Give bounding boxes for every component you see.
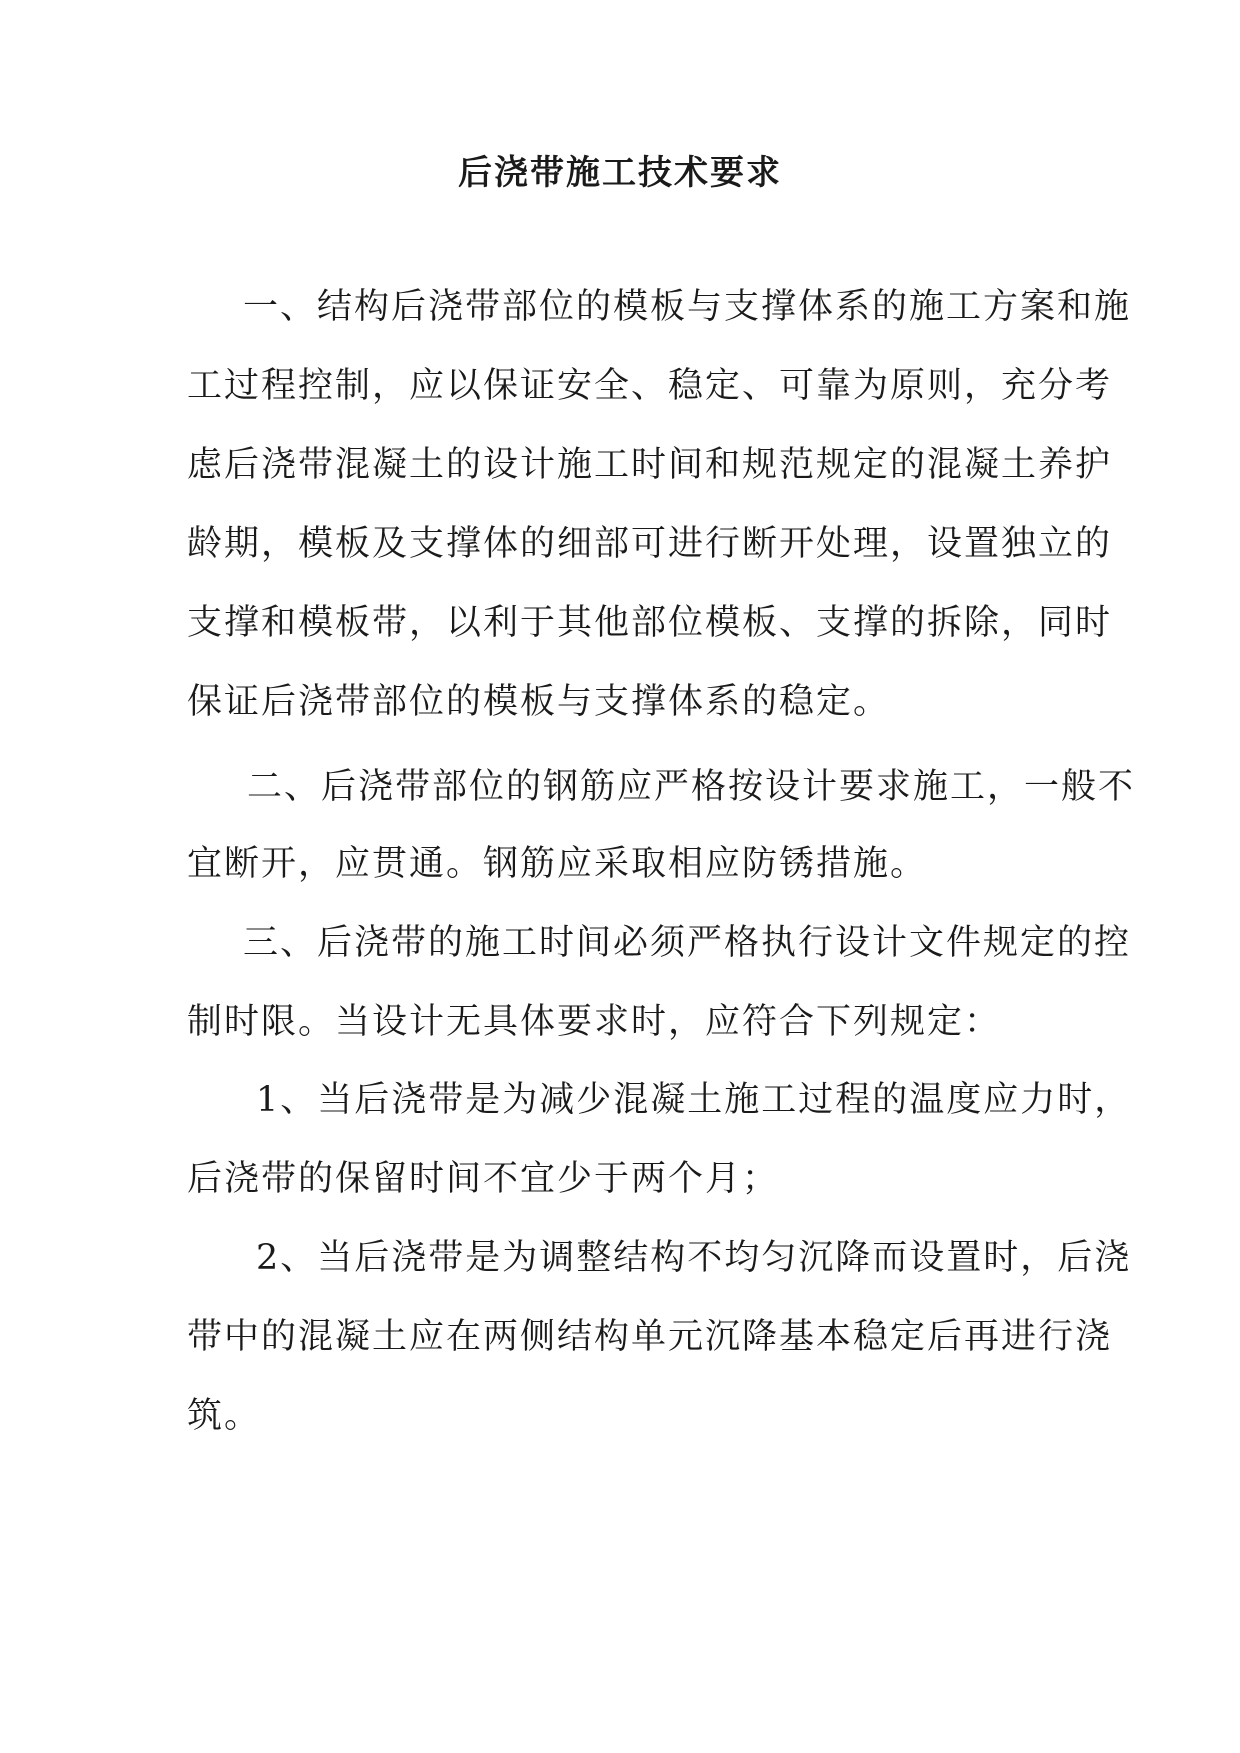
paragraph-1-line-5: 支撑和模板带，以利于其他部位模板、支撑的拆除，同时 — [187, 603, 1113, 643]
paragraph-1-line-3: 虑后浇带混凝土的设计施工时间和规范规定的混凝土养护 — [187, 445, 1113, 485]
item-2-line-2: 带中的混凝土应在两侧结构单元沉降基本稳定后再进行浇 — [187, 1317, 1113, 1357]
paragraph-1-line-6: 保证后浇带部位的模板与支撑体系的稳定。 — [187, 682, 891, 722]
paragraph-1-line-4: 龄期，模板及支撑体的细部可进行断开处理，设置独立的 — [187, 524, 1113, 564]
paragraph-3-line-1: 三、后浇带的施工时间必须严格执行设计文件规定的控 — [243, 923, 1132, 963]
item-2-line-3: 筑。 — [187, 1396, 262, 1436]
paragraph-2-line-1: 二、后浇带部位的钢筋应严格按设计要求施工，一般不 — [247, 767, 1136, 807]
item-1-line-2: 后浇带的保留时间不宜少于两个月； — [187, 1159, 780, 1199]
paragraph-1-line-1: 一、结构后浇带部位的模板与支撑体系的施工方案和施 — [243, 287, 1132, 327]
paragraph-1-line-2: 工过程控制，应以保证安全、稳定、可靠为原则，充分考 — [187, 366, 1113, 406]
paragraph-2-line-2: 宜断开，应贯通。钢筋应采取相应防锈措施。 — [187, 844, 928, 884]
document-title: 后浇带施工技术要求 — [458, 153, 782, 193]
item-2-line-1: 2、当后浇带是为调整结构不均匀沉降而设置时，后浇 — [256, 1238, 1132, 1278]
item-1-line-1: 1、当后浇带是为减少混凝土施工过程的温度应力时， — [256, 1080, 1132, 1120]
paragraph-3-line-2: 制时限。当设计无具体要求时，应符合下列规定： — [187, 1002, 1002, 1042]
